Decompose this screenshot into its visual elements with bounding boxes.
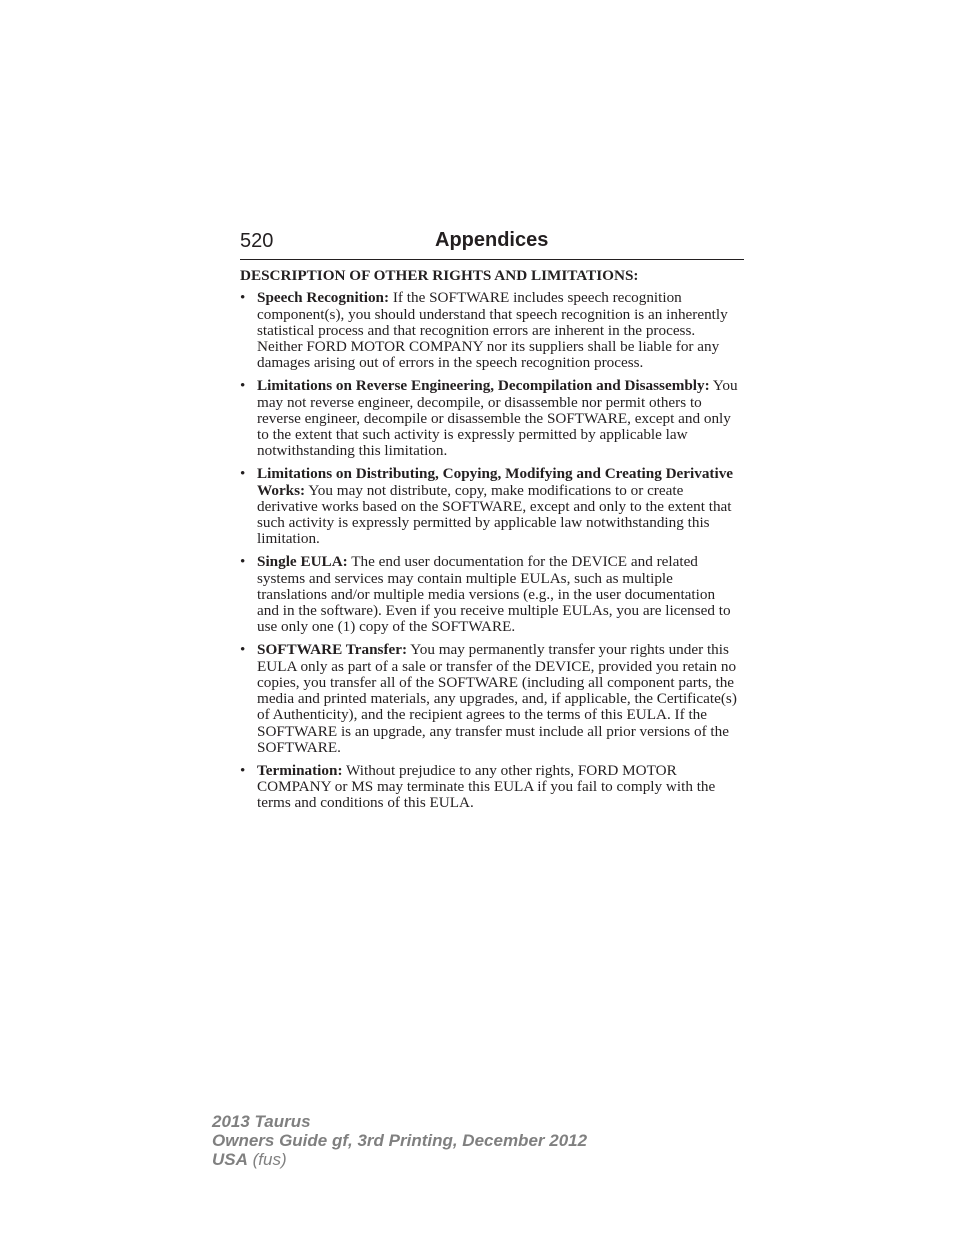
rights-list <box>240 290 740 811</box>
bullet-icon: • <box>240 465 246 483</box>
page-number: 520 <box>240 230 274 252</box>
list-item <box>240 290 740 371</box>
item-lead: SOFTWARE Transfer: <box>257 641 408 659</box>
document-body <box>240 268 740 818</box>
bullet-icon: • <box>240 761 246 779</box>
page-footer <box>212 1112 587 1169</box>
bullet-icon: • <box>240 377 246 395</box>
bullet-icon: • <box>240 289 246 307</box>
bullet-icon: • <box>240 553 246 571</box>
item-text: You may not reverse engineer, decompile, or disassemble nor permit others to reverse engineer, decompile or disassemble the SOFTWARE, except and only to the extent that such activity is expressly permitted by applicable law notwithstanding this limitation. <box>257 377 738 460</box>
page-header <box>240 228 744 260</box>
footer-region: USA <box>212 1150 248 1169</box>
footer-edition: Owners Guide gf, 3rd Printing, December 2012 <box>212 1131 588 1150</box>
item-text: Without prejudice to any other rights, FORD MOTOR COMPANY or MS may terminate this EULA if you fail to comply with the terms and conditions of this EULA. <box>257 761 716 812</box>
item-lead: Termination: <box>257 761 343 779</box>
section-title: Appendices <box>435 229 549 251</box>
item-lead: Limitations on Reverse Engineering, Decompilation and Disassembly: <box>257 377 710 395</box>
item-lead: Single EULA: <box>257 553 348 571</box>
item-text: If the SOFTWARE includes speech recognition component(s), you should understand that speech recognition is an inherently statistical process and that recognition errors are inherent in the process. Neither FORD MOTOR COMPANY nor its suppliers shall be liable for any damages arising out of errors in the speech recognition process. <box>257 289 728 372</box>
list-item <box>240 466 740 547</box>
list-item <box>240 378 740 459</box>
bullet-icon: • <box>240 641 246 659</box>
list-item <box>240 642 740 756</box>
item-text: You may not distribute, copy, make modifications to or create derivative works based on the SOFTWARE, except and only to the extent that such activity is expressly permitted by applicable law notwithstanding this limitation. <box>257 481 732 548</box>
list-item <box>240 763 740 812</box>
list-item <box>240 554 740 635</box>
footer-region-code: (fus) <box>247 1150 287 1169</box>
footer-model: 2013 Taurus <box>212 1112 311 1131</box>
item-lead: Limitations on Distributing, Copying, Modifying and Creating Derivative Works: <box>257 465 734 499</box>
content-heading: DESCRIPTION OF OTHER RIGHTS AND LIMITATIONS: <box>240 267 639 284</box>
item-text: You may permanently transfer your rights under this EULA only as part of a sale or transfer of the DEVICE, provided you retain no copies, you transfer all of the SOFTWARE (including all component parts, the media and printed materials, any upgrades, and, if applicable, the Certificate(s) of Authenticity), and the recipient agrees to the terms of this EULA. If the SOFTWARE is an upgrade, any transfer must include all prior versions of the SOFTWARE. <box>257 641 737 757</box>
item-text: The end user documentation for the DEVICE and related systems and services may contain multiple EULAs, such as multiple translations and/or multiple media versions (e.g., in the user documentation and in the software). Even if you receive multiple EULAs, you are licensed to use only one (1) copy of the SOFTWARE. <box>257 553 731 636</box>
item-lead: Speech Recognition: <box>257 289 390 307</box>
